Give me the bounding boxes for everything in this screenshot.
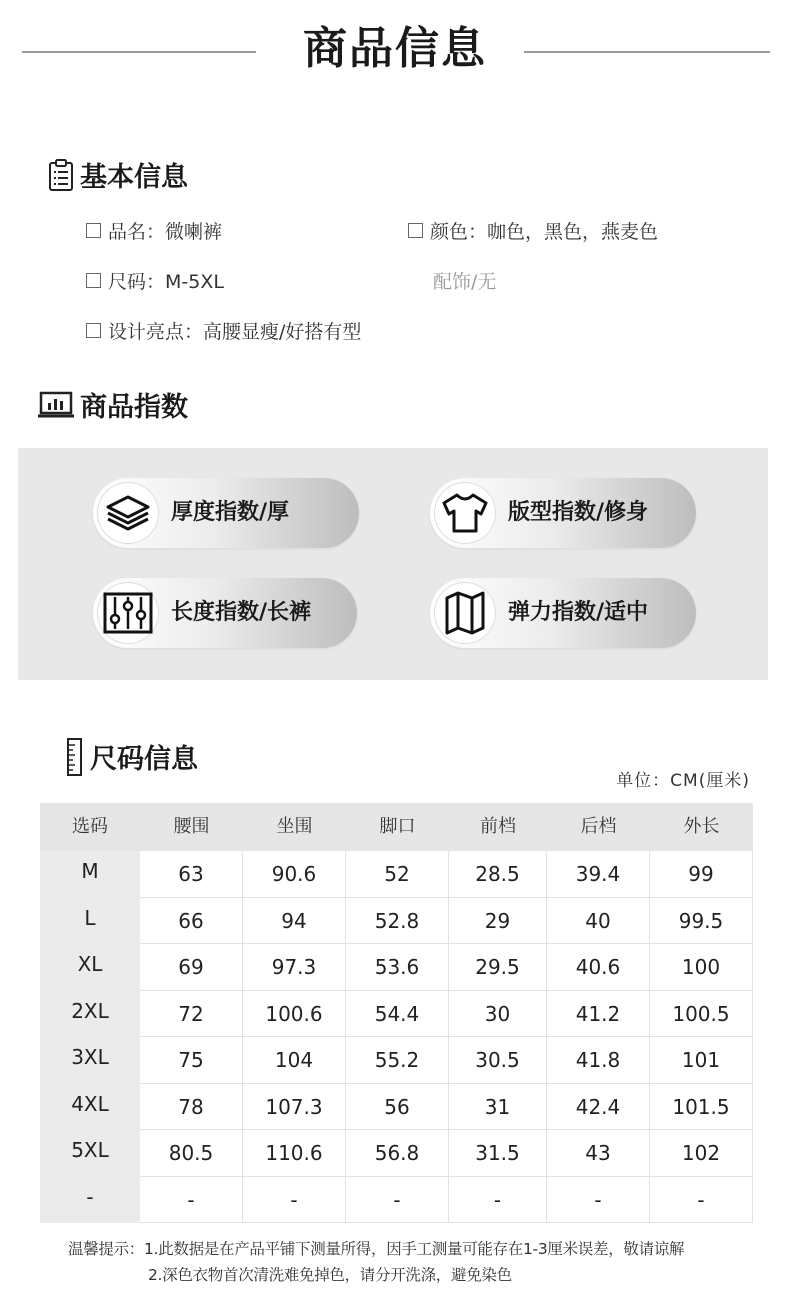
index-item-fit <box>430 478 696 548</box>
tshirt-icon <box>434 482 496 544</box>
table-cell: 30 <box>449 991 547 1038</box>
table-row <box>40 944 753 991</box>
table-cell: 63 <box>140 851 243 898</box>
table-cell: 30.5 <box>449 1037 547 1084</box>
table-cell: 69 <box>140 944 243 991</box>
page-title: 商品信息 <box>303 23 487 74</box>
table-cell: 40 <box>547 898 650 945</box>
ruler-icon <box>66 738 84 776</box>
table-cell: 107.3 <box>243 1084 346 1131</box>
table-row <box>40 1130 753 1177</box>
info-accessory <box>433 267 496 294</box>
table-cell: 29.5 <box>449 944 547 991</box>
table-header-cell: 前档 <box>449 803 547 851</box>
table-cell-size: 5XL <box>40 1130 140 1177</box>
checkbox-icon <box>86 273 101 288</box>
info-name <box>86 217 222 244</box>
info-name-text: 品名：微喇裤 <box>108 221 223 243</box>
table-cell: 90.6 <box>243 851 346 898</box>
table-cell: 56.8 <box>346 1130 449 1177</box>
table-cell: 101 <box>650 1037 753 1084</box>
table-cell: 99.5 <box>650 898 753 945</box>
table-header-cell: 选码 <box>40 803 140 851</box>
table-cell: 41.8 <box>547 1037 650 1084</box>
table-cell-size: - <box>40 1177 140 1224</box>
table-cell: 53.6 <box>346 944 449 991</box>
table-row <box>40 1084 753 1131</box>
table-body <box>40 851 753 1223</box>
table-cell: 28.5 <box>449 851 547 898</box>
table-cell: 66 <box>140 898 243 945</box>
info-color <box>408 217 658 244</box>
size-table <box>40 803 753 1223</box>
table-cell: 54.4 <box>346 991 449 1038</box>
index-item-length <box>93 578 357 648</box>
info-color-text: 颜色：咖色，黑色，燕麦色 <box>430 221 659 243</box>
table-row <box>40 1037 753 1084</box>
table-header-cell: 后档 <box>547 803 650 851</box>
table-row <box>40 898 753 945</box>
info-size <box>86 267 224 294</box>
info-highlight-text: 设计亮点：高腰显瘦/好搭有型 <box>108 321 362 343</box>
table-cell: 110.6 <box>243 1130 346 1177</box>
table-cell: 100 <box>650 944 753 991</box>
table-cell: 40.6 <box>547 944 650 991</box>
table-cell: - <box>243 1177 346 1224</box>
table-cell: 80.5 <box>140 1130 243 1177</box>
section-basic-info-title: 基本信息 <box>80 162 188 193</box>
table-cell: 102 <box>650 1130 753 1177</box>
table-header-row <box>40 803 753 851</box>
clipboard-icon <box>48 158 74 192</box>
index-item-thickness <box>93 478 359 548</box>
table-cell: 52 <box>346 851 449 898</box>
table-cell: 41.2 <box>547 991 650 1038</box>
checkbox-icon <box>86 223 101 238</box>
table-cell: 56 <box>346 1084 449 1131</box>
table-cell-size: 3XL <box>40 1037 140 1084</box>
table-cell: 104 <box>243 1037 346 1084</box>
unit-label: 单位：CM(厘米) <box>616 771 750 791</box>
table-cell: 94 <box>243 898 346 945</box>
table-cell: 75 <box>140 1037 243 1084</box>
table-cell-size: M <box>40 851 140 898</box>
table-cell-size: XL <box>40 944 140 991</box>
note-line-1: 温馨提示：1.此数据是在产品平铺下测量所得，因手工测量可能存在1-3厘米误差，敬请谅解 <box>68 1240 685 1258</box>
section-size-info-title: 尺码信息 <box>90 744 198 775</box>
table-cell-size: L <box>40 898 140 945</box>
table-row <box>40 1177 753 1224</box>
table-header-cell: 脚口 <box>346 803 449 851</box>
table-row <box>40 851 753 898</box>
index-item-elasticity <box>430 578 696 648</box>
folded-map-icon <box>434 582 496 644</box>
section-size-info <box>66 737 198 776</box>
table-cell: 78 <box>140 1084 243 1131</box>
table-cell-size: 2XL <box>40 991 140 1038</box>
monitor-chart-icon <box>38 390 74 420</box>
table-cell: - <box>346 1177 449 1224</box>
table-cell: 101.5 <box>650 1084 753 1131</box>
checkbox-icon <box>86 323 101 338</box>
index-item-thickness-label: 厚度指数/厚 <box>171 500 290 525</box>
table-cell: 52.8 <box>346 898 449 945</box>
table-cell: 42.4 <box>547 1084 650 1131</box>
checkbox-icon <box>408 223 423 238</box>
table-cell: 31.5 <box>449 1130 547 1177</box>
table-row <box>40 991 753 1038</box>
table-header-cell: 腰围 <box>140 803 243 851</box>
table-header-cell: 外长 <box>650 803 753 851</box>
table-cell: 100.5 <box>650 991 753 1038</box>
table-cell: 31 <box>449 1084 547 1131</box>
table-cell: 29 <box>449 898 547 945</box>
table-cell: - <box>547 1177 650 1224</box>
table-cell: 99 <box>650 851 753 898</box>
info-accessory-text: 配饰/无 <box>433 271 497 293</box>
table-cell-size: 4XL <box>40 1084 140 1131</box>
table-cell: 100.6 <box>243 991 346 1038</box>
table-cell: - <box>650 1177 753 1224</box>
table-header-cell: 坐围 <box>243 803 346 851</box>
index-item-elasticity-label: 弹力指数/适中 <box>508 600 649 625</box>
section-basic-info <box>48 155 188 194</box>
table-cell: 72 <box>140 991 243 1038</box>
table-cell: 43 <box>547 1130 650 1177</box>
sliders-icon <box>97 582 159 644</box>
table-cell: - <box>140 1177 243 1224</box>
table-cell: - <box>449 1177 547 1224</box>
index-item-fit-label: 版型指数/修身 <box>508 500 649 525</box>
table-cell: 39.4 <box>547 851 650 898</box>
index-item-length-label: 长度指数/长裤 <box>171 600 312 625</box>
table-cell: 97.3 <box>243 944 346 991</box>
note-line-2: 2.深色衣物首次清洗难免掉色，请分开洗涤，避免染色 <box>148 1266 512 1284</box>
info-size-text: 尺码：M-5XL <box>108 271 224 293</box>
info-highlight <box>86 317 361 344</box>
section-product-index <box>38 385 188 424</box>
table-cell: 55.2 <box>346 1037 449 1084</box>
section-product-index-title: 商品指数 <box>80 392 188 423</box>
layers-icon <box>97 482 159 544</box>
